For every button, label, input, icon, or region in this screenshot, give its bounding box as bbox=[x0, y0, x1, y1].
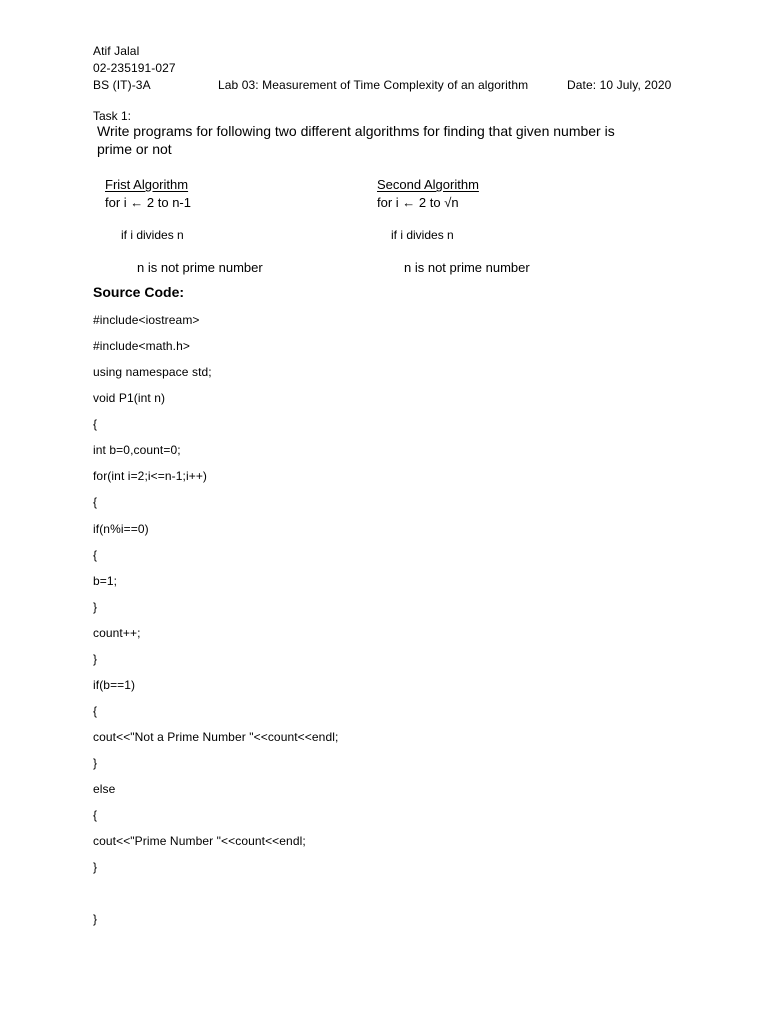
second-algorithm-condition: if i divides n bbox=[391, 228, 454, 242]
source-code-heading: Source Code: bbox=[93, 284, 185, 300]
code-line: } bbox=[93, 860, 98, 874]
code-line: if(n%i==0) bbox=[93, 522, 149, 536]
code-line: int b=0,count=0; bbox=[93, 443, 181, 457]
code-line: } bbox=[93, 652, 98, 666]
code-line: for(int i=2;i<=n-1;i++) bbox=[93, 469, 208, 483]
second-algorithm-loop: for i ← 2 to √n bbox=[377, 195, 459, 210]
code-line: cout<<"Not a Prime Number "<<count<<endl; bbox=[93, 730, 339, 744]
code-line: using namespace std; bbox=[93, 365, 212, 379]
code-line: count++; bbox=[93, 626, 141, 640]
lab-title: Lab 03: Measurement of Time Complexity of an algorithm bbox=[218, 78, 529, 92]
code-line: else bbox=[93, 782, 116, 796]
second-algorithm-title: Second Algorithm bbox=[377, 177, 479, 192]
code-line: { bbox=[93, 495, 98, 509]
task-label: Task 1: bbox=[93, 109, 132, 123]
student-id: 02-235191-027 bbox=[93, 61, 176, 75]
code-line: } bbox=[93, 756, 98, 770]
code-line: if(b==1) bbox=[93, 678, 136, 692]
task-description-line2: prime or not bbox=[97, 141, 172, 157]
student-name: Atif Jalal bbox=[93, 44, 140, 58]
code-line: void P1(int n) bbox=[93, 391, 166, 405]
code-line: b=1; bbox=[93, 574, 118, 588]
code-line: } bbox=[93, 600, 98, 614]
student-class: BS (IT)-3A bbox=[93, 78, 151, 92]
first-algorithm-loop: for i ← 2 to n-1 bbox=[105, 195, 191, 210]
code-line: #include<math.h> bbox=[93, 339, 191, 353]
code-line: cout<<"Prime Number "<<count<<endl; bbox=[93, 834, 306, 848]
second-algorithm-result: n is not prime number bbox=[404, 260, 530, 275]
code-line: { bbox=[93, 704, 98, 718]
code-line: { bbox=[93, 417, 98, 431]
first-algorithm-condition: if i divides n bbox=[121, 228, 184, 242]
code-line: #include<iostream> bbox=[93, 313, 200, 327]
first-algorithm-result: n is not prime number bbox=[137, 260, 263, 275]
code-line: { bbox=[93, 808, 98, 822]
code-line: } bbox=[93, 912, 98, 926]
task-description-line1: Write programs for following two different algorithms for finding that given number is bbox=[97, 123, 615, 139]
code-line: { bbox=[93, 548, 98, 562]
first-algorithm-title: Frist Algorithm bbox=[105, 177, 189, 192]
lab-date: Date: 10 July, 2020 bbox=[567, 78, 672, 92]
